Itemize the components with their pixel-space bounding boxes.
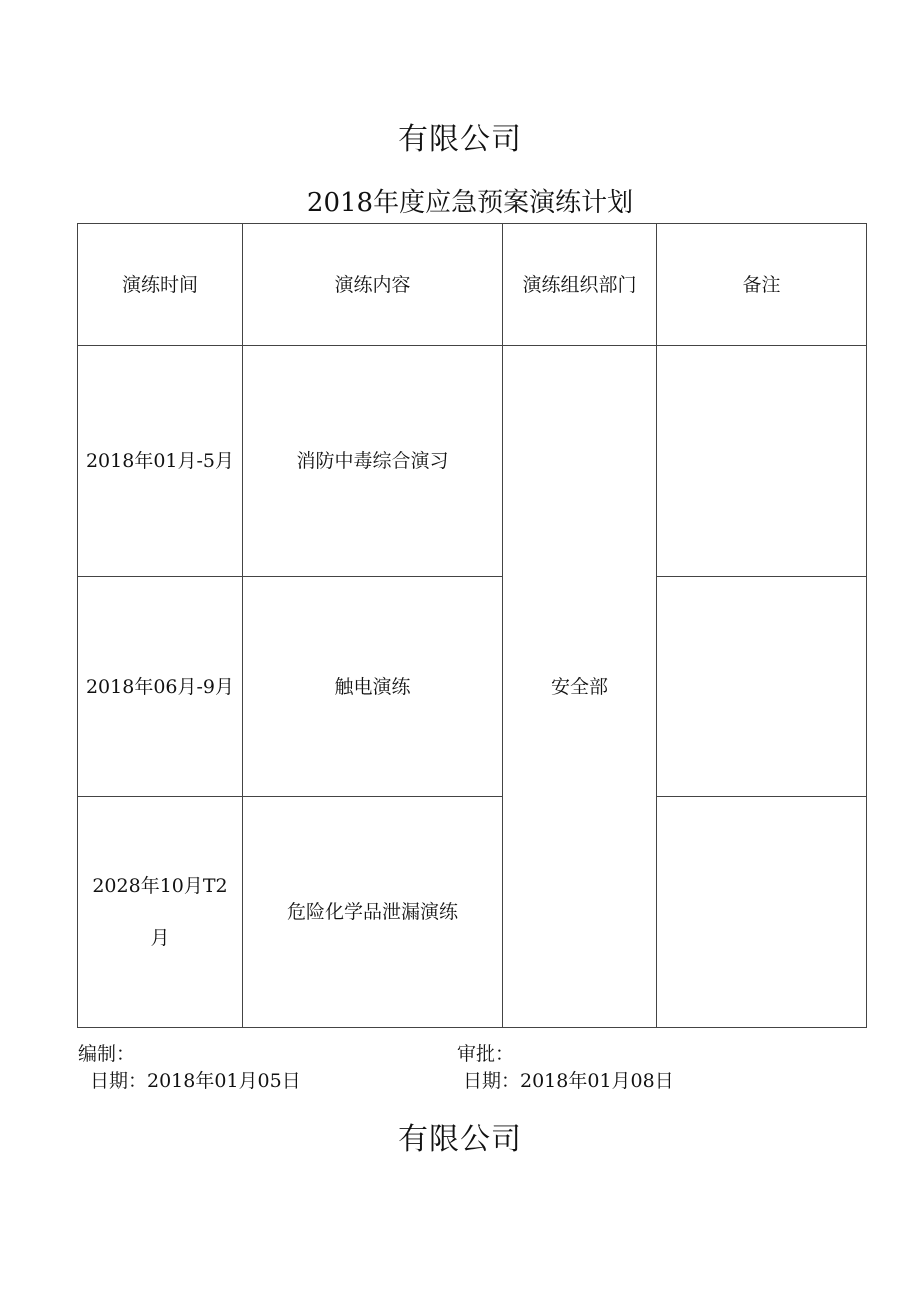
- drill-plan-table: [77, 223, 866, 1028]
- table-row: [78, 577, 867, 797]
- compiler-label: 编制：: [78, 1043, 136, 1065]
- drill-time-cell: [78, 577, 243, 797]
- document-title: 2018年度应急预案演练计划: [306, 188, 634, 218]
- approver-label: 审批：: [457, 1043, 515, 1065]
- drill-content-cell: 消防中毒综合演习: [243, 346, 503, 577]
- drill-time-cell: [78, 797, 243, 1028]
- company-name-bottom: 有限公司: [398, 1122, 522, 1157]
- remarks-cell: [657, 577, 867, 797]
- header-drill-content: 演练内容: [243, 224, 503, 346]
- header-organizing-department: 演练组织部门: [503, 224, 657, 346]
- table-row: [78, 797, 867, 1028]
- remarks-cell: [657, 797, 867, 1028]
- drill-time-text: 2018年01月-5月: [85, 450, 235, 472]
- compile-date: 日期：2018年01月05日: [90, 1070, 301, 1092]
- drill-time-text: 2018年06月-9月: [85, 675, 235, 698]
- approval-date: 日期：2018年01月08日: [463, 1070, 674, 1092]
- organizing-department-cell: 安全部: [503, 346, 657, 1028]
- company-name-top: 有限公司: [398, 122, 522, 157]
- table-header-row: [78, 224, 867, 346]
- drill-time-cell: [78, 346, 243, 577]
- header-remarks: 备注: [657, 224, 867, 346]
- drill-content-cell: 触电演练: [243, 577, 503, 797]
- header-drill-time: 演练时间: [78, 224, 243, 346]
- table-row: [78, 346, 867, 577]
- drill-time-text: 2028年10月T2月: [92, 875, 228, 949]
- remarks-cell: [657, 346, 867, 577]
- drill-content-cell: 危险化学品泄漏演练: [243, 797, 503, 1028]
